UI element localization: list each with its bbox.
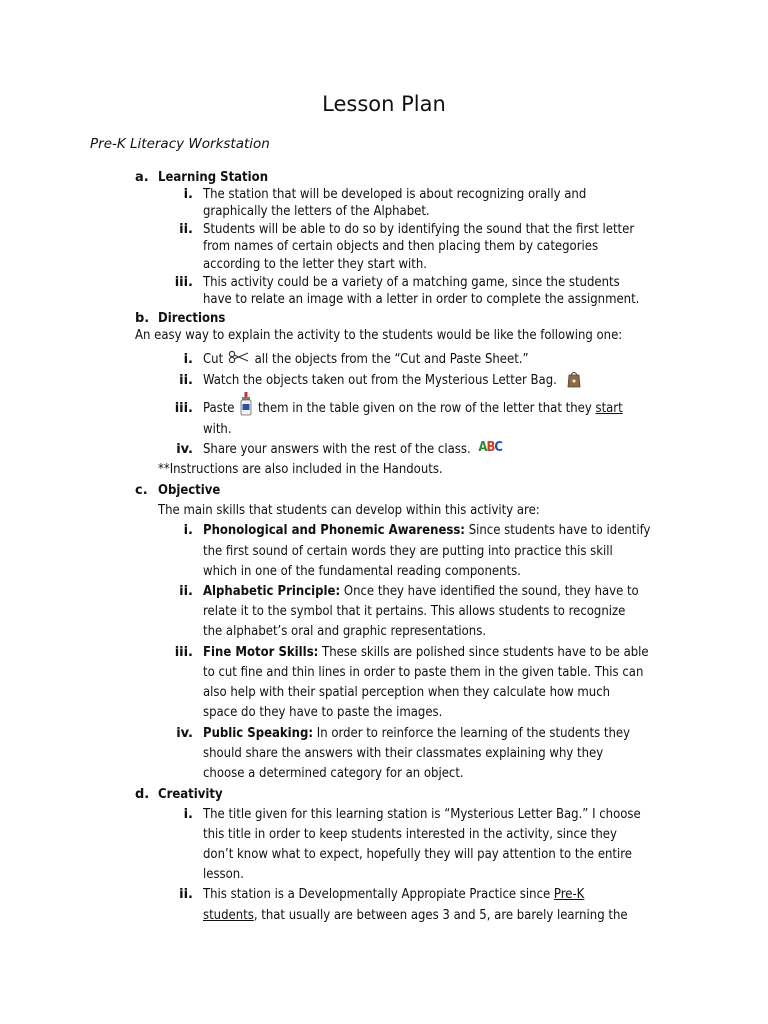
section-c-marker: c. [135,483,148,498]
item-text: them in the table given on the row of the letter that they [257,401,592,416]
item-text: Once they have identified the sound, they have to [340,584,639,599]
list-marker: iv. [176,442,193,457]
list-item-line: this title in order to keep students interested in the activity, since they [203,827,617,842]
section-c-heading: Objective [158,483,221,498]
scissors-icon [228,350,250,364]
list-item-line: graphically the letters of the Alphabet. [203,204,430,219]
list-marker: ii. [179,887,193,902]
section-b-intro: An easy way to explain the activity to the students would be like the following one: [135,328,623,343]
list-item-line: the first sound of certain words they are putting into practice this skill [203,544,613,559]
list-item-line [203,907,628,924]
section-b-note: **Instructions are also included in the Handouts. [158,462,443,477]
list-item-line: the alphabet’s oral and graphic representations. [203,624,487,639]
section-d-marker: d. [135,787,150,802]
list-item-line: The title given for this learning station is “Mysterious Letter Bag.” I choose [203,807,641,822]
abc-blocks-icon [478,439,502,456]
list-item-line: relate it to the symbol that it pertains. This allows students to recognize [203,604,626,619]
list-item-line: to cut fine and thin lines in order to paste them in the given table. This can [203,665,644,680]
list-item-line: choose a determined category for an object. [203,766,464,781]
list-marker: iii. [174,645,193,660]
list-item-line [203,886,584,903]
item-text: Watch the objects taken out from the Mysterious Letter Bag. [203,373,557,388]
item-text: all the objects from the “Cut and Paste Sheet.” [254,352,529,367]
section-a-heading: Learning Station [158,170,269,185]
skill-term: Fine Motor Skills: [203,645,319,660]
underlined-word: students [203,908,254,923]
list-item-line: The station that will be developed is about recognizing orally and [203,187,587,202]
abc-letter: B [486,440,495,455]
list-item-line [203,583,639,600]
list-item-line: Students will be able to do so by identifying the sound that the first letter [203,222,635,237]
list-item-line: space do they have to paste the images. [203,705,443,720]
item-text: This station is a Developmentally Appropiate Practice since [203,887,554,902]
list-item-line: have to relate an image with a letter in order to complete the assignment. [203,292,640,307]
list-item-line: according to the letter they start with. [203,257,427,272]
list-item-line [203,644,649,661]
list-item-line: This activity could be a variety of a matching game, since the students [203,275,620,290]
list-marker: iii. [174,401,193,416]
skill-term: Public Speaking: [203,726,314,741]
section-a-marker: a. [135,170,149,185]
list-item-line [203,441,502,458]
list-item-line [203,400,623,417]
list-marker: i. [183,352,193,367]
item-text: Cut [203,352,224,367]
item-text: Since students have to identify [464,523,651,538]
document-title: Lesson Plan [322,92,446,116]
glue-bottle-icon [240,392,252,416]
list-item-line: don’t know what to expect, hopefully they will pay attention to the entire [203,847,632,862]
list-marker: i. [183,187,193,202]
skill-term: Alphabetic Principle: [203,584,341,599]
skill-term: Phonological and Phonemic Awareness: [203,523,465,538]
list-item-line [203,522,650,539]
section-b-heading: Directions [158,311,226,326]
list-item-line: with. [203,422,232,437]
list-item-line [203,372,582,389]
item-text: Paste [203,401,235,416]
list-item-line [203,725,630,742]
list-item-line: lesson. [203,867,244,882]
item-text: In order to reinforce the learning of the students they [313,726,631,741]
document-subtitle: Pre-K Literacy Workstation [90,136,270,152]
section-b-marker: b. [135,311,150,326]
list-item-line: which in one of the fundamental reading components. [203,564,521,579]
list-marker: ii. [179,373,193,388]
list-marker: i. [183,807,193,822]
underlined-word: Pre-K [553,887,585,902]
item-text: Share your answers with the rest of the class. [203,442,471,457]
underlined-word: start [595,401,623,416]
item-text: , that usually are between ages 3 and 5, are barely learning the [253,908,628,923]
abc-letter: C [494,440,502,455]
abc-letter: A [478,440,487,455]
list-item-line: from names of certain objects and then placing them by categories [203,239,599,254]
list-marker: iii. [174,275,193,290]
section-d-heading: Creativity [158,787,223,802]
list-marker: iv. [176,726,193,741]
list-marker: i. [183,523,193,538]
list-item-line [203,351,529,368]
list-marker: ii. [179,584,193,599]
list-marker: ii. [179,222,193,237]
list-item-line: should share the answers with their classmates explaining why they [203,746,604,761]
mystery-bag-icon [566,370,582,388]
list-item-line: also help with their spatial perception when they calculate how much [203,685,611,700]
item-text: These skills are polished since students have to be able [318,645,649,660]
section-c-intro: The main skills that students can develop within this activity are: [158,503,540,518]
